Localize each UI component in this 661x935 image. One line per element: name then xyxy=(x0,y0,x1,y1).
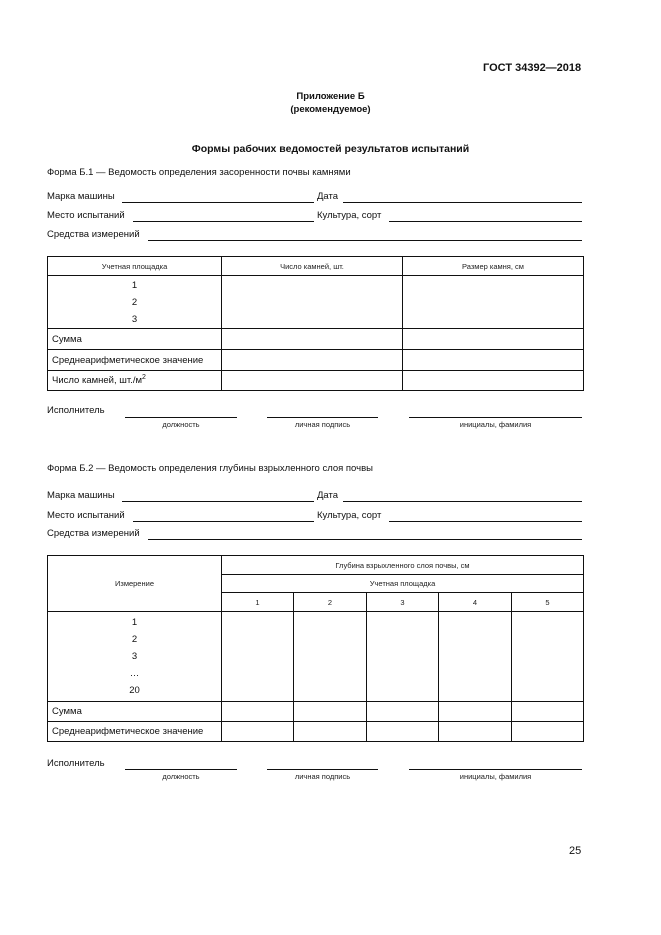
form1-mean-stones[interactable] xyxy=(222,350,403,371)
form1-size-cell[interactable] xyxy=(403,276,584,329)
form2-machine-field[interactable] xyxy=(122,501,314,502)
page-number: 25 xyxy=(569,845,582,857)
form2-executor-label: Исполнитель xyxy=(47,758,105,769)
form1-mean-label: Среднеарифметическое значение xyxy=(48,350,222,371)
form1-crop-field[interactable] xyxy=(389,221,582,222)
form2-sum-label: Сумма xyxy=(48,702,222,722)
form2-mean-cell[interactable] xyxy=(439,722,512,742)
form2-crop-field[interactable] xyxy=(389,521,582,522)
form1-count-stones[interactable] xyxy=(222,371,403,391)
form1-place-label: Место испытаний xyxy=(47,210,125,221)
table-row-number: 2 xyxy=(131,296,138,308)
form2-place-field[interactable] xyxy=(133,521,314,522)
form1-header-size: Размер камня, см xyxy=(403,257,584,276)
annex-title: Приложение Б xyxy=(296,91,365,102)
form1-date-label: Дата xyxy=(317,191,339,202)
form2-data-cell[interactable] xyxy=(294,612,367,702)
form1-name-line[interactable] xyxy=(409,417,582,418)
form1-machine-field[interactable] xyxy=(122,202,314,203)
form2-signature-line[interactable] xyxy=(267,769,378,770)
table-row-number: 3 xyxy=(131,651,138,662)
form1-signature-caption: личная подпись xyxy=(294,420,351,429)
form2-mean-cell[interactable] xyxy=(367,722,439,742)
form1-position-line[interactable] xyxy=(125,417,237,418)
form2-instruments-label: Средства измерений xyxy=(47,528,140,539)
form2-sum-cell[interactable] xyxy=(222,702,294,722)
table-row-number: 20 xyxy=(129,685,140,696)
form2-instruments-field[interactable] xyxy=(148,539,582,540)
form2-table xyxy=(47,555,584,742)
form2-sum-cell[interactable] xyxy=(512,702,584,722)
table-row-number: 3 xyxy=(131,313,138,325)
form2-measurement-numbers xyxy=(48,612,222,702)
form1-stones-cell[interactable] xyxy=(222,276,403,329)
table-row-number: 1 xyxy=(131,279,138,291)
form1-signature-line[interactable] xyxy=(267,417,378,418)
form1-instruments-field[interactable] xyxy=(148,240,582,241)
form1-count-size[interactable] xyxy=(403,371,584,391)
form1-caption: Форма Б.1 — Ведомость определения засоренности почвы камнями xyxy=(47,167,351,178)
form1-header-stones: Число камней, шт. xyxy=(222,257,403,276)
section-title: Формы рабочих ведомостей результатов испытаний xyxy=(191,143,470,155)
table-row-number: 2 xyxy=(131,634,138,645)
form2-plot-number: 4 xyxy=(439,593,512,612)
form2-mean-cell[interactable] xyxy=(512,722,584,742)
form2-mean-cell[interactable] xyxy=(294,722,367,742)
count-label-sup: 2 xyxy=(142,374,146,382)
form2-caption: Форма Б.2 — Ведомость определения глубины взрыхленного слоя почвы xyxy=(47,463,373,474)
form2-data-cell[interactable] xyxy=(367,612,439,702)
form1-count-label xyxy=(48,371,222,391)
form2-header-measurement: Измерение xyxy=(48,556,222,612)
annex-subtitle: (рекомендуемое) xyxy=(290,104,371,115)
form2-data-cell[interactable] xyxy=(222,612,294,702)
form2-name-caption: инициалы, фамилия xyxy=(459,772,532,781)
form2-signature-caption: личная подпись xyxy=(294,772,351,781)
form1-position-caption: должность xyxy=(162,420,200,429)
form2-date-field[interactable] xyxy=(343,501,582,502)
count-label-text: Число камней, шт./м xyxy=(52,375,142,387)
form2-position-caption: должность xyxy=(162,772,200,781)
form1-sum-size[interactable] xyxy=(403,329,584,350)
form1-table xyxy=(47,256,584,391)
form1-instruments-label: Средства измерений xyxy=(47,229,140,240)
form2-machine-label: Марка машины xyxy=(47,490,115,501)
form1-executor-label: Исполнитель xyxy=(47,405,105,416)
form2-plot-number: 5 xyxy=(512,593,584,612)
form2-plot-number: 2 xyxy=(294,593,367,612)
form2-position-line[interactable] xyxy=(125,769,237,770)
form2-data-cell[interactable] xyxy=(439,612,512,702)
form1-place-field[interactable] xyxy=(133,221,314,222)
form2-mean-label: Среднеарифметическое значение xyxy=(48,722,222,742)
form1-header-plot: Учетная площадка xyxy=(48,257,222,276)
form2-crop-label: Культура, сорт xyxy=(317,510,382,521)
form2-header-depth: Глубина взрыхленного слоя почвы, см xyxy=(222,556,584,575)
form2-sum-cell[interactable] xyxy=(367,702,439,722)
table-row-number: … xyxy=(129,668,140,679)
form2-plot-number: 3 xyxy=(367,593,439,612)
form2-plot-number: 1 xyxy=(222,593,294,612)
form1-machine-label: Марка машины xyxy=(47,191,115,202)
form1-crop-label: Культура, сорт xyxy=(317,210,382,221)
form2-sum-cell[interactable] xyxy=(294,702,367,722)
form2-date-label: Дата xyxy=(317,490,339,501)
form2-place-label: Место испытаний xyxy=(47,510,125,521)
table-row-number: 1 xyxy=(131,617,138,628)
form2-header-plot: Учетная площадка xyxy=(222,575,584,593)
form1-name-caption: инициалы, фамилия xyxy=(459,420,532,429)
form2-mean-cell[interactable] xyxy=(222,722,294,742)
form1-sum-stones[interactable] xyxy=(222,329,403,350)
form2-data-cell[interactable] xyxy=(512,612,584,702)
form1-sum-label: Сумма xyxy=(48,329,222,350)
form1-mean-size[interactable] xyxy=(403,350,584,371)
form2-sum-cell[interactable] xyxy=(439,702,512,722)
form2-name-line[interactable] xyxy=(409,769,582,770)
document-code: ГОСТ 34392—2018 xyxy=(483,62,582,74)
form1-date-field[interactable] xyxy=(343,202,582,203)
form1-plot-numbers xyxy=(48,276,222,329)
